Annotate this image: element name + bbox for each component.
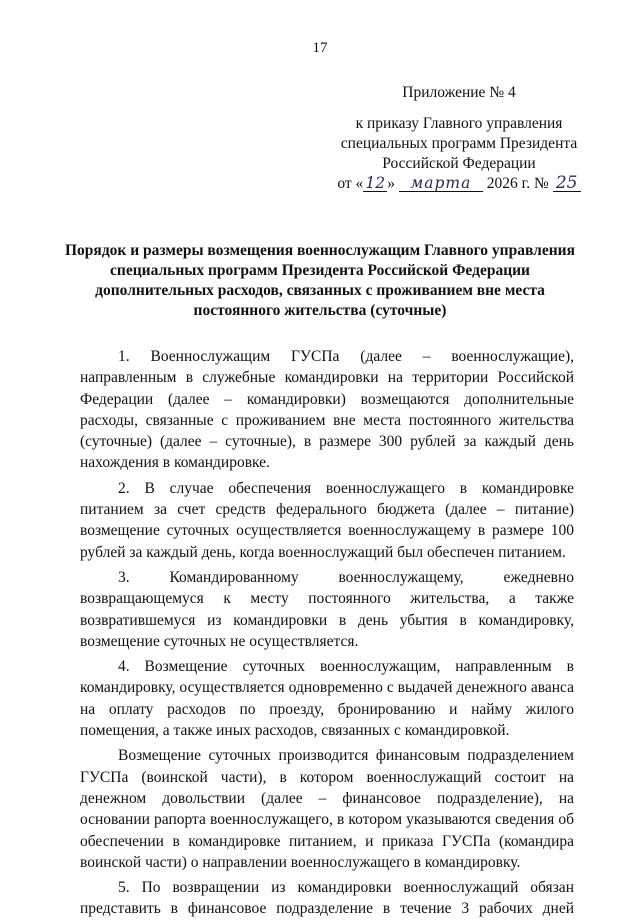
paragraph-3: 3. Командированному военнослужащему, ежедневно возвращающемуся к месту постоянного жительства, а также возвратившемуся из командировки в день убытия в командировку, возмещение суточных не осуществляется. [80, 568, 574, 650]
date-prefix: от « [337, 175, 364, 192]
annex-line-3: Российской Федерации [382, 155, 536, 172]
paragraph-2: 2. В случае обеспечения военнослужащего в командировке питанием за счет средств федерального бюджета (далее – питание) возмещение суточных осуществляется военнослужащему в размере 100 рублей за каждый день, когда военнослужащий был обеспечен питанием. [80, 479, 574, 561]
paragraph-4-continued: Возмещение суточных производится финансовым подразделением ГУСПа (воинской части), в котором военнослужащий состоит на денежном довольствии (далее – финансовое подразделение), на основании рапорта военнослужащего, в котором указываются сведения об обеспечении в командировке питанием, и приказа ГУСПа (командира воинской части) о направлении военнослужащего в командировку. [80, 747, 574, 871]
paragraph-4: 4. Возмещение суточных военнослужащим, направленным в командировку, осуществляется одновременно с выдачей денежного аванса на оплату расходов по проезду, бронированию и найму жилого помещения, а также иных расходов, связанных с командировкой. [80, 658, 574, 740]
page-number: 17 [312, 40, 328, 56]
document-title: Порядок и размеры возмещения военнослужащим Главного управления специальных программ Президента Российской Федерации дополнительных расходов, связанных с проживанием вне места постоянного жительства (суточные) [65, 242, 575, 319]
date-mid: » [387, 175, 396, 192]
annex-line-2: специальных программ Президента [340, 135, 578, 152]
handwritten-month: марта [399, 175, 483, 192]
annex-header [318, 83, 600, 194]
date-year: 2026 г. № [486, 175, 549, 192]
paragraph-1: 1. Военнослужащим ГУСПа (далее – военнослужащие), направленным в служебные командировки на территории Российской Федерации (далее – командировки) возмещаются дополнительные расходы, связанные с проживанием вне места постоянного жительства (суточные) (далее – суточные), в размере 300 рублей за каждый день нахождения в командировке. [80, 348, 574, 472]
paragraph-5: 5. По возвращении из командировки военнослужащий обязан представить в финансовое подразделение в течение 3 рабочих дней [80, 879, 574, 918]
annex-line-1: к приказу Главного управления [355, 115, 563, 132]
order-date-line [318, 174, 600, 194]
handwritten-order-number: 25 [553, 175, 581, 192]
handwritten-day: 12 [363, 175, 387, 192]
document-body [80, 346, 574, 920]
annex-title: Приложение № 4 [402, 84, 516, 101]
